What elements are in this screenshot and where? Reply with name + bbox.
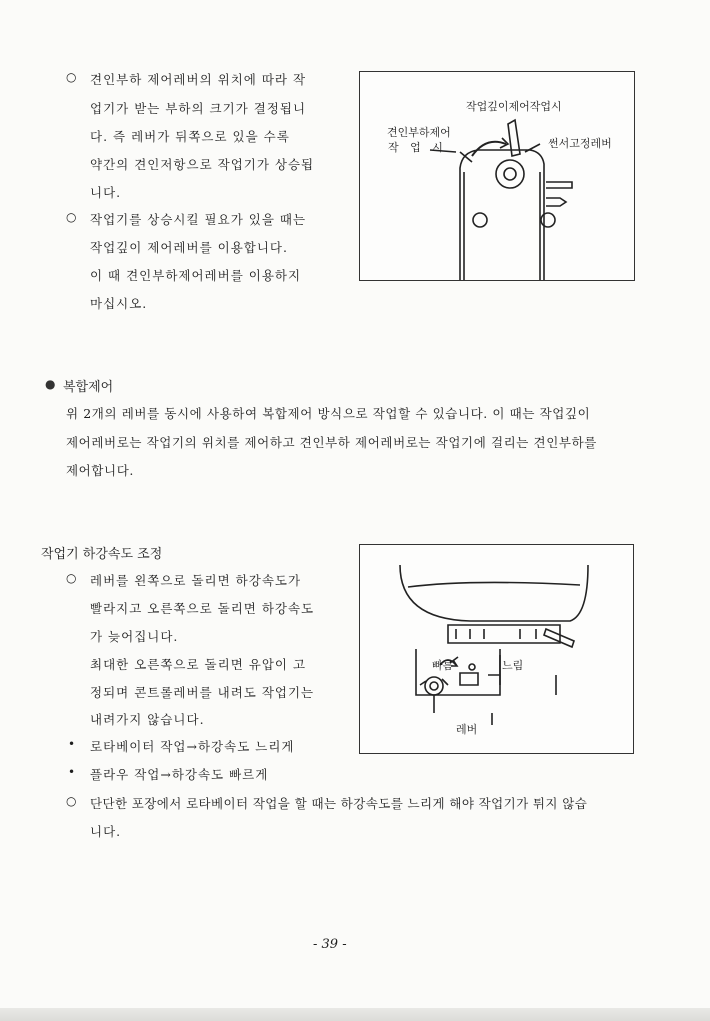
text-line: 다. 즉 레버가 뒤쪽으로 있을 수록 — [90, 129, 290, 144]
figure-label-lever: 레버 — [456, 723, 478, 736]
bullet-marker: ○ — [66, 70, 77, 84]
text-line: 니다. — [90, 824, 122, 839]
text-line: 제어레버로는 작업기의 위치를 제어하고 견인부하 제어레버로는 작업기에 걸리는 견인부하를 — [66, 435, 597, 450]
text-line: 작업기를 상승시킬 필요가 있을 때는 — [90, 212, 307, 227]
figure-label-slow: 느림 — [502, 659, 524, 672]
text-line: 제어합니다. — [66, 463, 134, 478]
figure-label-working: 작 업 시 — [388, 141, 447, 154]
text-line: 내려가지 않습니다. — [90, 712, 205, 727]
section-bullet: ● — [45, 377, 56, 391]
figure-label-fast: 빠름 — [432, 659, 454, 672]
text-line: 정되며 콘트롤레버를 내려도 작업기는 — [90, 685, 315, 700]
text-line: 작업깊이 제어레버를 이용합니다. — [90, 240, 288, 255]
page-number: - 39 - — [313, 937, 347, 952]
text-line: 최대한 오른쪽으로 돌리면 유압이 고 — [90, 657, 307, 672]
figure-label-draft-control: 견인부하제어 — [387, 126, 451, 139]
bullet-marker: ○ — [66, 210, 77, 224]
figure-title: 작업깊이제어작업시 — [466, 100, 562, 113]
text-line: 단단한 포장에서 로타베이터 작업을 할 때는 하강속도를 느리게 해야 작업기가 튀지 않습 — [90, 796, 588, 811]
bullet-marker: ○ — [66, 571, 77, 585]
text-line: 위 2개의 레버를 동시에 사용하여 복합제어 방식으로 작업할 수 있습니다. 이 때는 작업깊이 — [66, 406, 591, 421]
text-line: 업기가 받는 부하의 크기가 결정됩니 — [90, 101, 307, 116]
figure-label-sensor-lever: 썬서고정레버 — [548, 137, 612, 150]
figure-speed-lever — [359, 544, 634, 754]
text-line: 약간의 견인저항으로 작업기가 상승됩 — [90, 157, 315, 172]
figure-depth-control — [359, 71, 635, 281]
text-line: 가 늦어집니다. — [90, 629, 179, 644]
speed-lever-diagram — [360, 545, 633, 753]
bullet-marker: ○ — [66, 794, 77, 808]
section-heading-combined: 복합제어 — [63, 380, 114, 395]
scan-edge — [0, 1008, 710, 1021]
text-line: 로타베이터 작업→하강속도 느리게 — [90, 739, 295, 754]
text-line: 빨라지고 오른쪽으로 돌리면 하강속도 — [90, 601, 315, 616]
text-line: 마십시오. — [90, 296, 148, 311]
dot-marker: • — [68, 765, 76, 779]
text-line: 견인부하 제어레버의 위치에 따라 작 — [90, 72, 307, 87]
text-line: 이 때 견인부하제어레버를 이용하지 — [90, 268, 302, 283]
dot-marker: • — [68, 737, 76, 751]
text-line: 레버를 왼쪽으로 돌리면 하강속도가 — [90, 573, 302, 588]
text-line: 니다. — [90, 185, 122, 200]
section-heading-speed: 작업기 하강속도 조정 — [41, 547, 163, 562]
text-line: 플라우 작업→하강속도 빠르게 — [90, 767, 269, 782]
lever-diagram — [360, 72, 634, 280]
